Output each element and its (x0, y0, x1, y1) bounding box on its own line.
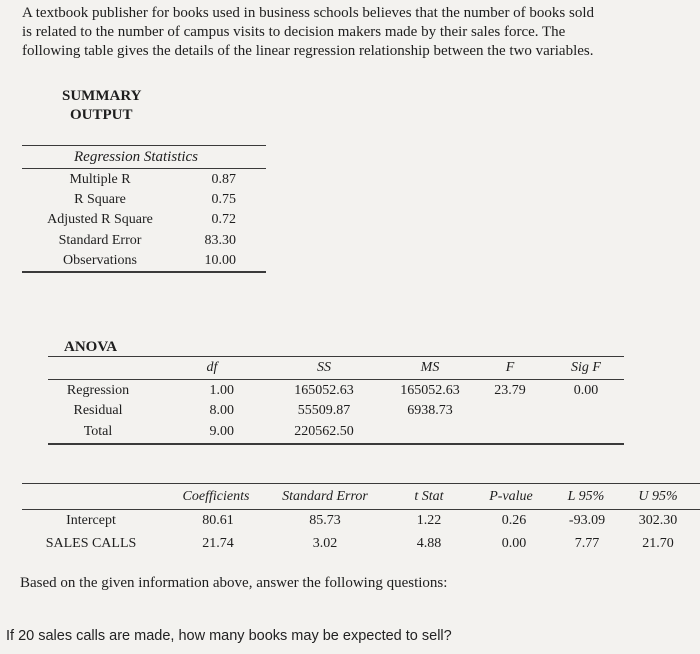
regstats-label: Multiple R (69, 172, 131, 187)
coef-cell: 4.88 (416, 536, 442, 551)
coef-cell: 7.77 (574, 536, 600, 551)
coef-row-label: SALES CALLS (45, 536, 137, 551)
intro-paragraph (22, 4, 694, 61)
anova-header-f: F (505, 360, 515, 375)
anova-cell: 220562.50 (294, 424, 354, 439)
anova-cell: 6938.73 (407, 403, 453, 418)
regstats-top-rule (22, 145, 266, 146)
regstats-bottom-rule (22, 271, 266, 273)
regstats-label: Observations (63, 253, 137, 268)
anova-row-label: Regression (66, 383, 130, 398)
coef-header-u95: U 95% (638, 489, 678, 504)
coef-header-p: P-value (489, 489, 533, 504)
coef-cell: -93.09 (568, 513, 606, 528)
anova-cell: 165052.63 (400, 383, 460, 398)
intro-line-2: is related to the number of campus visits to decision makers made by their sales force. The (22, 24, 566, 40)
anova-cell: 165052.63 (294, 383, 354, 398)
coef-header-coef: Coefficients (182, 489, 250, 504)
regstats-label: R Square (74, 192, 126, 207)
anova-header-rule (48, 379, 624, 380)
summary-line-1: SUMMARY (62, 88, 142, 104)
anova-cell: 9.00 (209, 424, 234, 439)
anova-cell: 1.00 (209, 383, 234, 398)
anova-cell: 23.79 (494, 383, 526, 398)
coef-cell: 21.74 (202, 536, 234, 551)
summary-line-2: OUTPUT (70, 107, 133, 123)
coef-top-rule (22, 483, 700, 484)
coef-cell: 0.00 (501, 536, 527, 551)
coef-header-se: Standard Error (282, 489, 368, 504)
regstats-title: Regression Statistics (74, 149, 199, 165)
regstats-value: 83.30 (204, 233, 236, 248)
regstats-value: 0.75 (211, 192, 236, 207)
anova-header-ss: SS (317, 360, 331, 375)
anova-header-df: df (206, 360, 218, 375)
regstats-header-rule (22, 168, 266, 169)
intro-line-3: following table gives the details of the linear regression relationship between the two variables. (22, 43, 594, 59)
anova-row-label: Residual (73, 403, 123, 418)
coef-header-rule (22, 509, 700, 510)
coef-cell: 80.61 (202, 513, 234, 528)
anova-title: ANOVA (64, 339, 118, 355)
coef-cell: 3.02 (312, 536, 338, 551)
instruction-text: Based on the given information above, answer the following questions: (20, 575, 448, 591)
coef-cell: 85.73 (309, 513, 341, 528)
anova-bottom-rule (48, 443, 624, 445)
anova-row-label: Total (83, 424, 113, 439)
intro-line-1: A textbook publisher for books used in business schools believes that the number of books sold (22, 5, 595, 21)
coef-row-label: Intercept (66, 513, 116, 528)
question-text: If 20 sales calls are made, how many books may be expected to sell? (6, 628, 452, 644)
regstats-value: 0.72 (211, 212, 236, 227)
regstats-value: 10.00 (204, 253, 236, 268)
coef-cell: 302.30 (638, 513, 678, 528)
anova-cell: 8.00 (209, 403, 234, 418)
anova-top-rule (48, 356, 624, 357)
regstats-value: 0.87 (211, 172, 236, 187)
coef-cell: 1.22 (416, 513, 442, 528)
coef-cell: 21.70 (642, 536, 674, 551)
anova-header-sigf: Sig F (571, 360, 601, 375)
anova-cell: 55509.87 (297, 403, 351, 418)
anova-header-ms: MS (420, 360, 440, 375)
regstats-label: Standard Error (58, 233, 142, 248)
coef-header-l95: L 95% (567, 489, 605, 504)
coef-header-t: t Stat (414, 489, 444, 504)
regstats-label: Adjusted R Square (47, 212, 153, 227)
coef-cell: 0.26 (501, 513, 527, 528)
anova-cell: 0.00 (573, 383, 599, 398)
summary-output-heading (62, 87, 141, 125)
